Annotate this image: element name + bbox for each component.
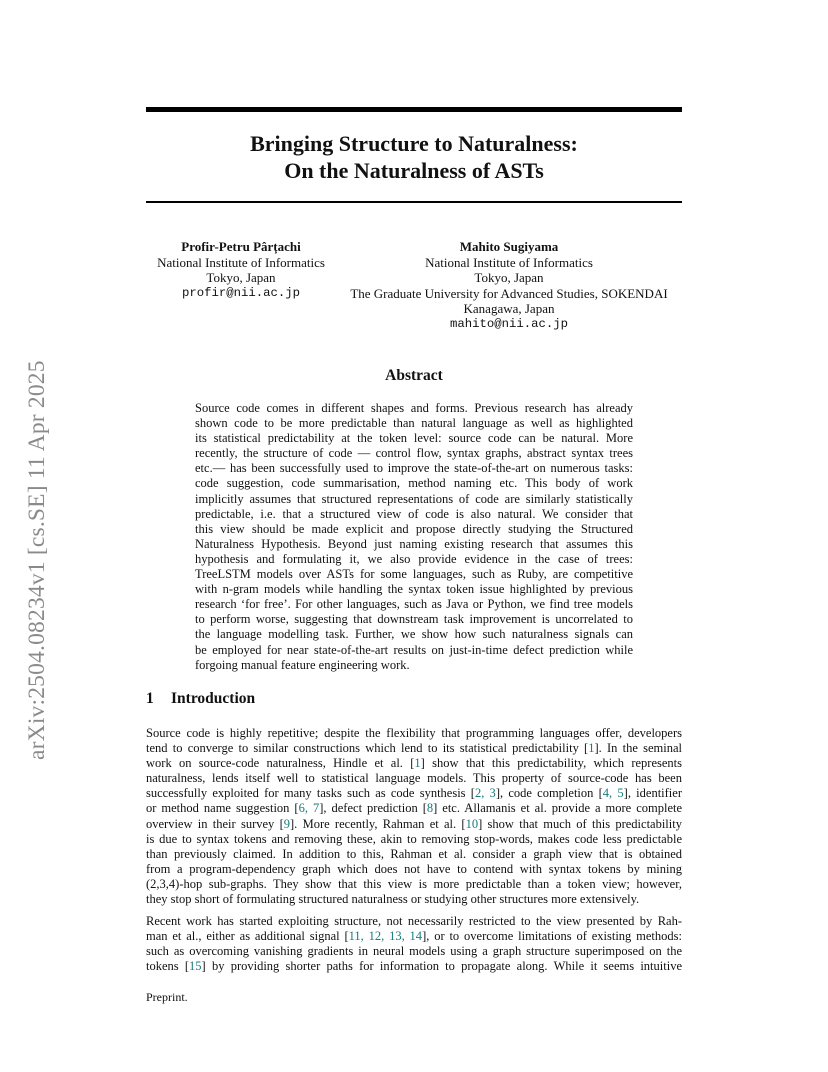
abstract-line: etc.— has been successfully used to improve the state-of-the-art on numerous tasks: [195, 461, 633, 476]
introduction-body [146, 726, 682, 982]
abstract-line: be employed for near state-of-the-art results on just-in-time defect prediction while [195, 642, 633, 657]
citation-link[interactable]: 6, 7 [298, 801, 320, 816]
paper-title [146, 130, 682, 184]
intro-line: work on source-code naturalness, Hindle et al. [1] show that this predictability, which represents [146, 756, 683, 771]
abstract-line: research ‘for free’. For other languages, such as Java or Python, we find tree models [195, 597, 633, 612]
intro-line: than previously claimed. In addition to this, Rahman et al. consider a graph view that is obtained [146, 846, 682, 861]
citation-link[interactable]: 1 [588, 741, 595, 756]
abstract-line: to perform worse, suggesting that downstream task improvement is uncorrelated to [195, 612, 633, 627]
intro-line: successfully exploited for many tasks such as code synthesis [2, 3], code completion [4, 5], identifier [146, 786, 682, 801]
author-block-1 [145, 239, 337, 301]
abstract-line: code suggestion, code summarisation, method naming etc. This body of work [195, 476, 633, 491]
intro-paragraph-1 [146, 726, 682, 907]
arxiv-identifier-stamp [22, 290, 52, 760]
author-email: profir@nii.ac.jp [181, 285, 301, 300]
citation-link[interactable]: 8 [426, 801, 434, 816]
section-number: 1 [146, 690, 154, 707]
intro-paragraph-2 [146, 914, 682, 974]
abstract-line: shown code to be more predictable than natural language as well as highlighted [195, 416, 633, 431]
intro-line: Recent work has started exploiting structure, not necessarily restricted to the view presented by Rah- [146, 914, 682, 929]
citation-link[interactable]: 1 [414, 756, 421, 771]
author-affiliation: National Institute of Informatics [157, 254, 325, 270]
author-affiliation-2: The Graduate University for Advanced Studies, SOKENDAI [350, 285, 668, 301]
intro-line: they stop short of formulating structured naturalness or studying other structures more extensively. [146, 892, 640, 907]
abstract-line: forgoing manual feature engineering work. [195, 657, 410, 672]
citation-link[interactable]: 4, 5 [602, 786, 624, 801]
abstract-line: TreeLSTM models over ASTs for some languages, such as Ruby, are competitive [195, 567, 633, 582]
preprint-footnote: Preprint. [146, 990, 188, 1004]
citation-link[interactable]: 9 [283, 816, 290, 831]
author-block-2 [336, 239, 682, 332]
author-location-2: Kanagawa, Japan [463, 301, 555, 316]
abstract-line: Source code comes in different shapes and forms. Previous research has already [195, 401, 633, 415]
section-heading-introduction [146, 690, 682, 708]
author-name: Profir-Petru Pârțachi [181, 239, 301, 254]
author-email: mahito@nii.ac.jp [449, 316, 569, 331]
abstract-line: with n-gram models while handling the syntax token issue highlighted by previous [195, 582, 633, 597]
intro-line: from a program-dependency graph which does not have to contend with syntax tokens by mining [146, 861, 682, 876]
abstract-line: its statistical predictability at the token level: source code can be natural. More [195, 431, 633, 446]
intro-line: (2,3,4)-hop sub-graphs. They show that this view is more predictable than a token view; however, [146, 876, 682, 891]
abstract-heading: Abstract [385, 367, 443, 384]
citation-link[interactable]: 11, 12, 13, 14 [348, 929, 423, 944]
section-title: Introduction [171, 690, 256, 707]
abstract-line: predictable, i.e. that a structured view of code is also natural. We consider that [195, 506, 633, 521]
intro-line: naturalness, lends itself well to statistical language models. This property of source-code has been [146, 771, 682, 786]
abstract-line: implicitly assumes that structured representations of code are similarly statistically [195, 491, 633, 506]
abstract-line: this view should be made explicit and propose directly studying the Structured [195, 521, 633, 536]
intro-line: tend to converge to similar constructions which lend to its statistical predictability [1]. In the seminal [146, 741, 682, 756]
citation-link[interactable]: 10 [465, 816, 479, 831]
citation-link[interactable]: 15 [189, 959, 202, 974]
abstract-line: hypothesis and formulating it, we also provide evidence in the case of trees: [195, 551, 633, 566]
title-line-1: Bringing Structure to Naturalness: [250, 131, 578, 156]
intro-line: overview in their survey [9]. More recently, Rahman et al. [10] show that much of this predictability [146, 816, 682, 831]
author-location: Tokyo, Japan [206, 270, 276, 285]
author-name: Mahito Sugiyama [459, 239, 559, 254]
intro-line: tokens [15] by providing shorter paths for information to propagate along. While it seems intuitive [146, 959, 682, 974]
intro-line: or method name suggestion [6, 7], defect prediction [8] etc. Allamanis et al. provide a more complete [146, 801, 683, 816]
author-location: Tokyo, Japan [474, 270, 544, 285]
title-top-rule [146, 107, 682, 112]
abstract-line: the language modelling task. Further, we show how such naturalness signals can [195, 627, 633, 642]
intro-line: such as overcoming vanishing gradients in neural models using a graph structure superimposed on the [146, 944, 682, 959]
citation-link[interactable]: 2, 3 [474, 786, 496, 801]
intro-line: is due to syntax tokens and removing these, akin to removing stop-words, makes code less predictable [146, 831, 682, 846]
abstract-body [195, 401, 633, 673]
abstract-line: recently, the structure of code — control flow, syntax graphs, abstract syntax trees [195, 446, 633, 461]
title-line-2: On the Naturalness of ASTs [284, 158, 544, 183]
intro-line: man et al., either as additional signal [11, 12, 13, 14], or to overcome limitations of existing methods: [146, 929, 682, 944]
arxiv-identifier-text: arXiv:2504.08234v1 [cs.SE] 11 Apr 2025 [24, 360, 50, 760]
abstract-line: Naturalness Hypothesis. Beyond just naming existing research that assumes this [195, 536, 633, 551]
title-bottom-rule [146, 201, 682, 203]
intro-line: Source code is highly repetitive; despite the flexibility that programming languages offer, developers [146, 726, 682, 740]
author-affiliation: National Institute of Informatics [425, 254, 593, 270]
